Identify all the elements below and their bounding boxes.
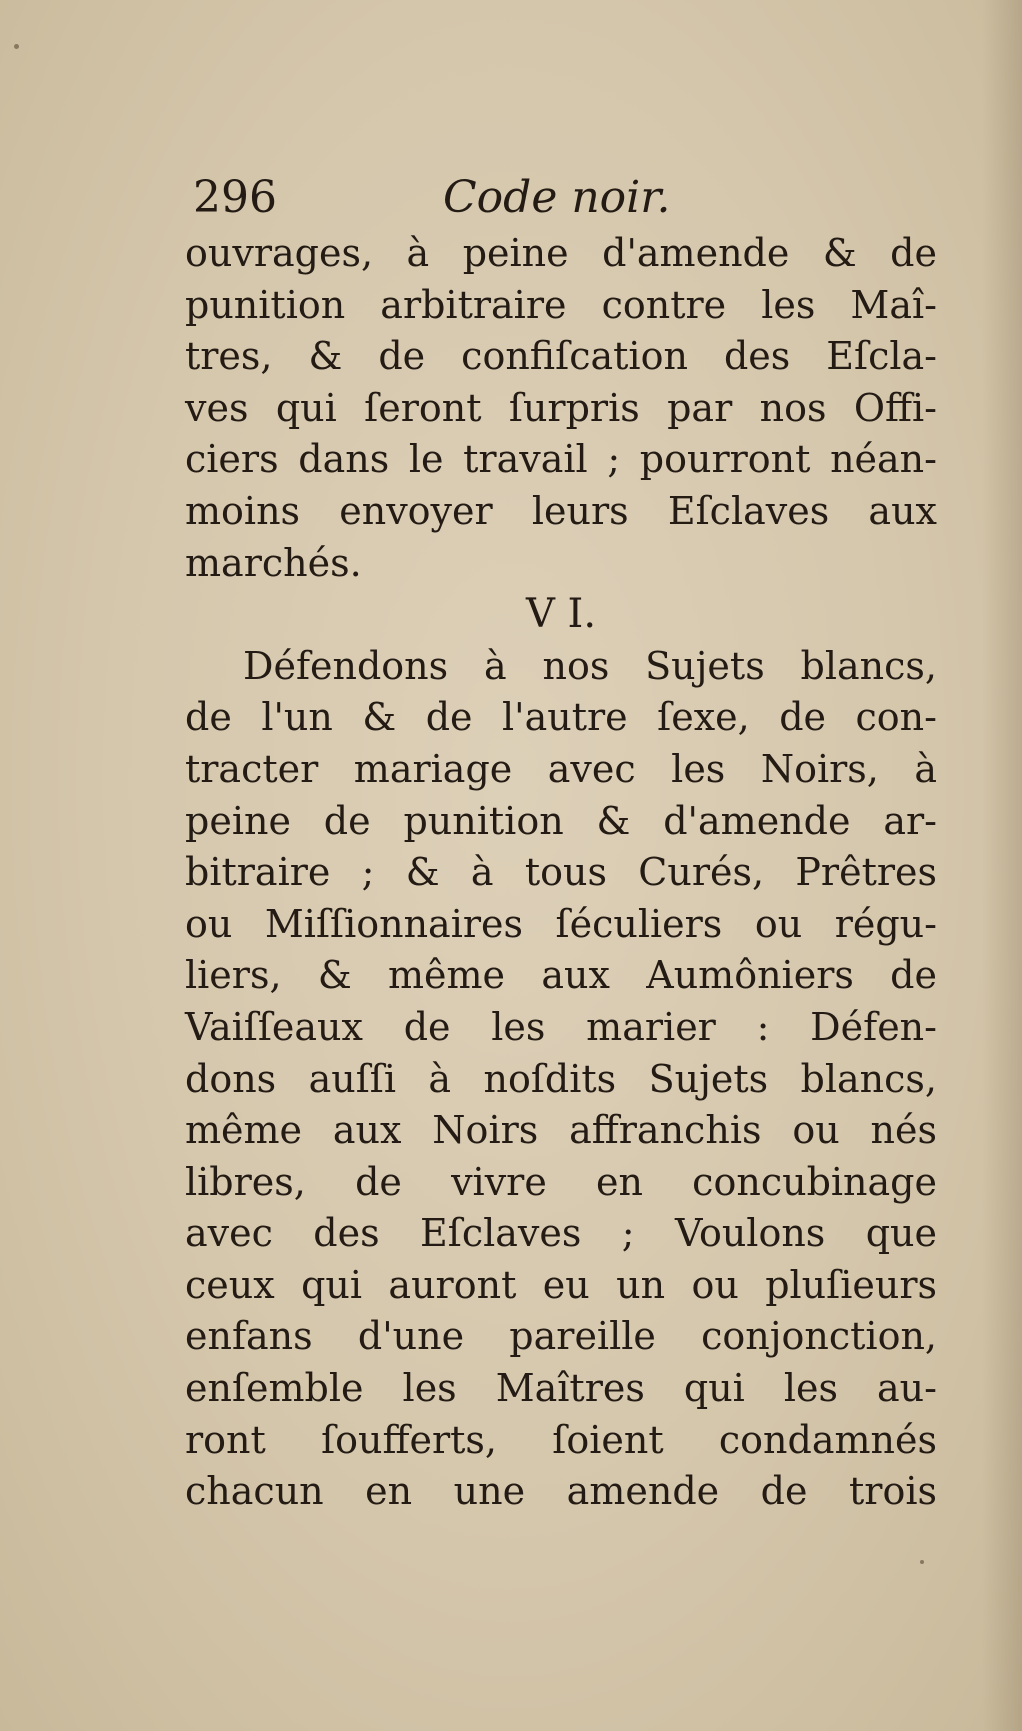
text-line: Vaiſſeaux de les marier : Défen-: [185, 1004, 937, 1049]
text-line: marchés.: [185, 540, 362, 585]
article-paragraph: [185, 641, 937, 1518]
text-line: ves qui ſeront ſurpris par nos Offi-: [185, 385, 937, 430]
text-line: tracter mariage avec les Noirs, à: [185, 746, 937, 791]
text-line: Défendons à nos Sujets blancs,: [243, 643, 937, 688]
text-line: enfans d'une pareille conjonction,: [185, 1314, 937, 1359]
text-line: libres, de vivre en concubinage: [185, 1159, 937, 1204]
text-line: bitraire ; & à tous Curés, Prêtres: [185, 850, 937, 895]
text-line: liers, & même aux Aumôniers de: [185, 953, 937, 998]
text-line: ceux qui auront eu un ou pluſieurs: [185, 1262, 937, 1307]
text-line: ciers dans le travail ; pourront néan-: [185, 437, 937, 482]
text-line: ront ſoufferts, ſoient condamnés: [185, 1417, 937, 1462]
text-line: de l'un & de l'autre ſexe, de con-: [185, 695, 937, 740]
text-line: avec des Eſclaves ; Voulons que: [185, 1211, 937, 1256]
paragraph-continuation: [185, 228, 937, 589]
text-line: même aux Noirs affranchis ou nés: [185, 1108, 937, 1153]
ink-speck: [920, 1560, 924, 1564]
running-head: [185, 168, 937, 228]
text-line: ouvrages, à peine d'amende & de: [185, 231, 937, 275]
text-line: ou Miſſionnaires ſéculiers ou régu-: [185, 901, 937, 946]
ink-speck: [14, 44, 19, 49]
page-edge-shadow: [982, 0, 1022, 1731]
text-line: peine de punition & d'amende ar-: [185, 798, 937, 843]
running-title: Code noir.: [443, 172, 671, 223]
page-number: 296: [193, 172, 277, 223]
text-line: punition arbitraire contre les Maî-: [185, 282, 937, 327]
text-line: chacun en une amende de trois: [185, 1469, 937, 1514]
text-line: tres, & de confiſcation des Eſcla-: [185, 334, 937, 379]
text-line: moins envoyer leurs Eſclaves aux: [185, 488, 937, 533]
text-line: dons auſſi à noſdits Sujets blancs,: [185, 1056, 937, 1101]
article-heading: V I.: [525, 591, 597, 638]
text-block: [185, 168, 937, 1518]
text-line: enſemble les Maîtres qui les au-: [185, 1366, 937, 1411]
